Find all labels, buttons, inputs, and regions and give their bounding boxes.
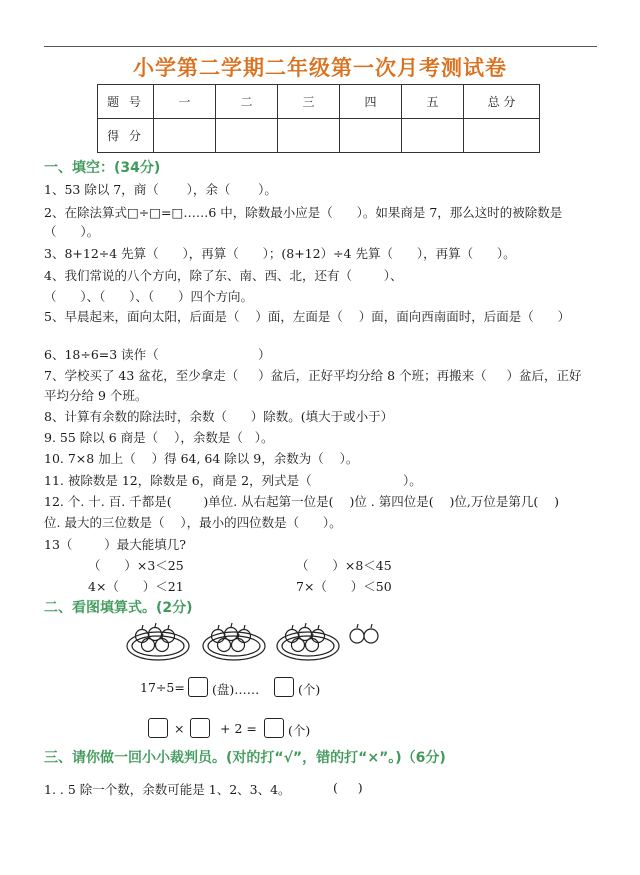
q13-item: （ ）×3＜25 [88,558,184,573]
question-line: （ ）、（ ）、（ ）四个方向。 [44,289,254,304]
score-cell [402,119,464,153]
question-line: （ ）。 [44,224,100,239]
score-cell [340,119,402,153]
q13-item: 4×（ ）＜21 [88,579,184,594]
question-line: 2、在除法算式□÷□=□……6 中，除数最小应是（ ）。如果商是 7，那么这时的被除数是 [44,205,563,220]
section-2-heading: 二、看图填算式。(2分) [44,600,193,616]
score-table [97,84,540,153]
answer-box[interactable] [148,718,168,738]
question-line: 3、8+12÷4 先算（ ），再算（ ）；(8+12）÷4 先算（ ），再算（ ）。 [44,246,516,261]
plate-of-apples-icon [277,623,339,660]
question-line: 11. 被除数是 12，除数是 6，商是 2，列式是（ ）。 [44,473,422,488]
question-line: 4、我们常说的八个方向，除了东、南、西、北，还有（ ）、 [44,268,403,283]
question-line: 位. 最大的三位数是（ ），最小的四位数是（ ）。 [44,515,342,530]
section-3-heading: 三、请你做一回小小裁判员。(对的打“√”，错的打“×”。)（6分) [44,750,446,766]
question-line: 8、计算有余数的除法时，余数（ ）除数。(填大于或小于） [44,409,394,424]
score-header-cell: 总 分 [464,85,540,119]
question-line: 13（ ）最大能填几? [44,537,186,552]
score-header-cell: 题 号 [98,85,154,119]
question-line: 1. . 5 除一个数，余数可能是 1、2、3、4。 [44,782,291,797]
page-title: 小学第二学期二年级第一次月考测试卷 [133,55,507,80]
equation-2-plus: + 2 = [220,721,257,736]
answer-box[interactable] [190,718,210,738]
question-line: 7、学校买了 43 盆花，至少拿走（ ）盆后，正好平均分给 8 个班；再搬来（ ）盆后，正好 [44,368,582,383]
top-rule [44,46,597,47]
score-table-header-row [98,85,540,119]
score-cell [154,119,216,153]
score-header-cell: 五 [402,85,464,119]
q13-item: （ ）×8＜45 [296,558,392,573]
score-header-cell: 一 [154,85,216,119]
score-table-score-row [98,119,540,153]
question-line: 5、早晨起来，面向太阳，后面是（ ）面，左面是（ ）面，面向西南面时，后面是（ ） [44,309,571,324]
q13-item: 7×（ ）＜50 [296,579,392,594]
answer-box[interactable] [274,677,294,697]
equation-2-times: × [174,721,185,736]
answer-box[interactable] [188,677,208,697]
question-line: 12. 个. 十. 百. 千都是( )单位. 从右起第一位是( )位 . 第四位是( )位,万位是第几( ) [44,494,560,509]
judge-blank: ( ) [333,780,363,795]
plate-of-apples-icon [127,623,189,660]
equation-1-unit: (个) [298,682,321,697]
question-line: 9. 55 除以 6 商是（ ），余数是（ ）。 [44,430,274,445]
equation-1-unit: (盘)…… [212,682,260,697]
equation-2-unit: (个) [288,723,311,738]
score-header-cell: 四 [340,85,402,119]
plate-of-apples-icon [203,623,265,660]
question-line: 10. 7×8 加上（ ）得 64, 64 除以 9，余数为（ ）。 [44,451,359,466]
score-row-label: 得 分 [98,119,154,153]
loose-apples-icon [350,624,378,643]
apple-plates-illustration [126,614,386,666]
section-1-heading: 一、填空：(34分) [44,160,161,176]
equation-1-left: 17÷5= [140,680,185,695]
score-cell [464,119,540,153]
score-header-cell: 二 [216,85,278,119]
question-line: 1、53 除以 7，商（ ），余（ ）。 [44,182,277,197]
score-header-cell: 三 [278,85,340,119]
question-line: 6、18÷6=3 读作（ ） [44,347,271,362]
score-cell [216,119,278,153]
question-line: 平均分给 9 个班。 [44,388,148,403]
score-cell [278,119,340,153]
answer-box[interactable] [264,718,284,738]
